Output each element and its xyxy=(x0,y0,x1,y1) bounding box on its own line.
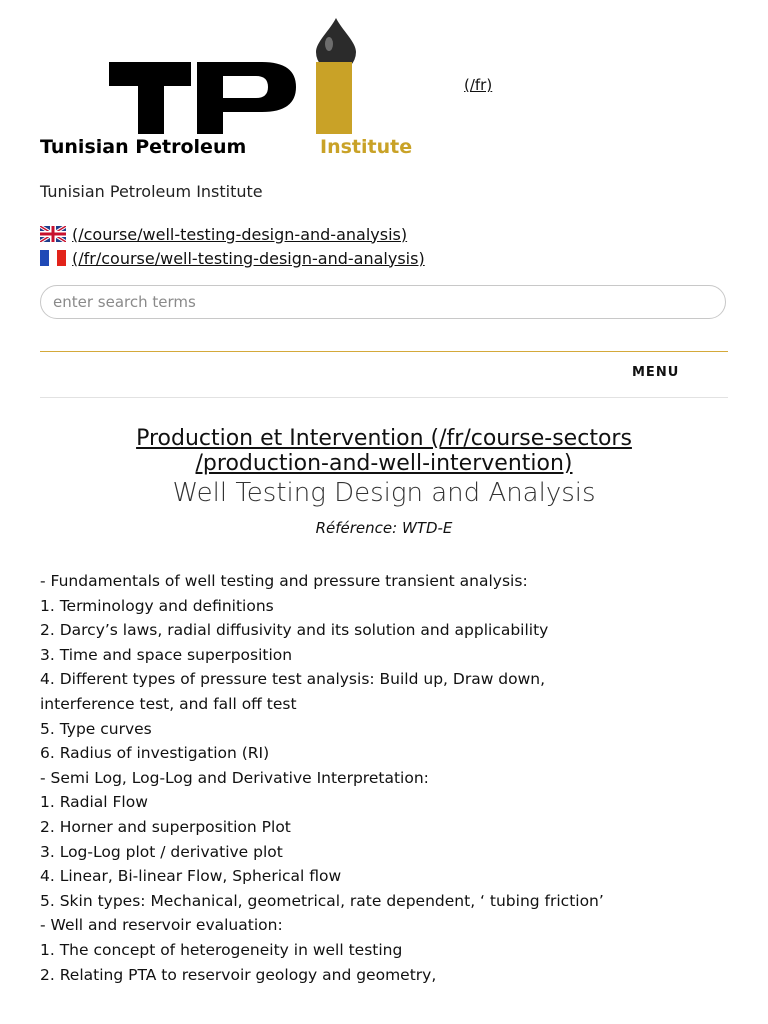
france-flag-icon xyxy=(40,250,66,266)
english-course-link[interactable]: (/course/well-testing-design-and-analysis) xyxy=(72,224,408,244)
content-line: 1. Radial Flow xyxy=(40,793,148,812)
divider xyxy=(40,351,728,352)
content-line: 1. Terminology and definitions xyxy=(40,596,274,615)
menu-button[interactable]: MENU xyxy=(632,365,680,380)
course-sector-link[interactable] xyxy=(40,426,728,476)
language-link-fr xyxy=(40,248,425,268)
svg-text:Institute: Institute xyxy=(320,136,413,158)
course-reference: Référence: WTD-E xyxy=(315,519,453,537)
content-line: 3. Time and space superposition xyxy=(40,645,293,664)
content-line: 1. The concept of heterogeneity in well testing xyxy=(40,940,403,959)
sector-link-line2[interactable]: /production-and-well-intervention) xyxy=(195,451,573,476)
divider xyxy=(40,397,728,398)
content-line: - Semi Log, Log-Log and Derivative Interpretation: xyxy=(40,768,429,787)
sector-link-line1[interactable]: Production et Intervention (/fr/course-sectors xyxy=(136,426,632,451)
content-line: - Well and reservoir evaluation: xyxy=(40,916,283,935)
content-line: 5. Type curves xyxy=(40,719,152,738)
home-fr-link[interactable]: (/fr) xyxy=(464,76,493,94)
tpi-logo[interactable] xyxy=(40,14,470,160)
content-line: 2. Darcy’s laws, radial diffusivity and its solution and applicability xyxy=(40,621,549,640)
search-input[interactable] xyxy=(40,285,726,319)
french-course-link[interactable]: (/fr/course/well-testing-design-and-analysis) xyxy=(72,248,425,268)
course-content xyxy=(40,569,728,987)
content-line: 4. Linear, Bi-linear Flow, Spherical flow xyxy=(40,867,342,886)
content-line: interference test, and fall off test xyxy=(40,694,297,713)
uk-flag-icon xyxy=(40,226,66,242)
svg-text:Tunisian Petroleum: Tunisian Petroleum xyxy=(40,136,247,158)
content-line: 2. Horner and superposition Plot xyxy=(40,817,291,836)
language-link-en xyxy=(40,224,407,244)
content-line: 2. Relating PTA to reservoir geology and geometry, xyxy=(40,965,437,984)
site-name: Tunisian Petroleum Institute xyxy=(40,182,263,201)
content-line: 6. Radius of investigation (RI) xyxy=(40,744,270,763)
content-line: 5. Skin types: Mechanical, geometrical, rate dependent, ‘ tubing friction’ xyxy=(40,891,604,910)
content-line: - Fundamentals of well testing and pressure transient analysis: xyxy=(40,572,528,590)
page-title: Well Testing Design and Analysis xyxy=(172,478,596,508)
content-line: 4. Different types of pressure test analysis: Build up, Draw down, xyxy=(40,670,546,689)
content-line: 3. Log-Log plot / derivative plot xyxy=(40,842,283,861)
